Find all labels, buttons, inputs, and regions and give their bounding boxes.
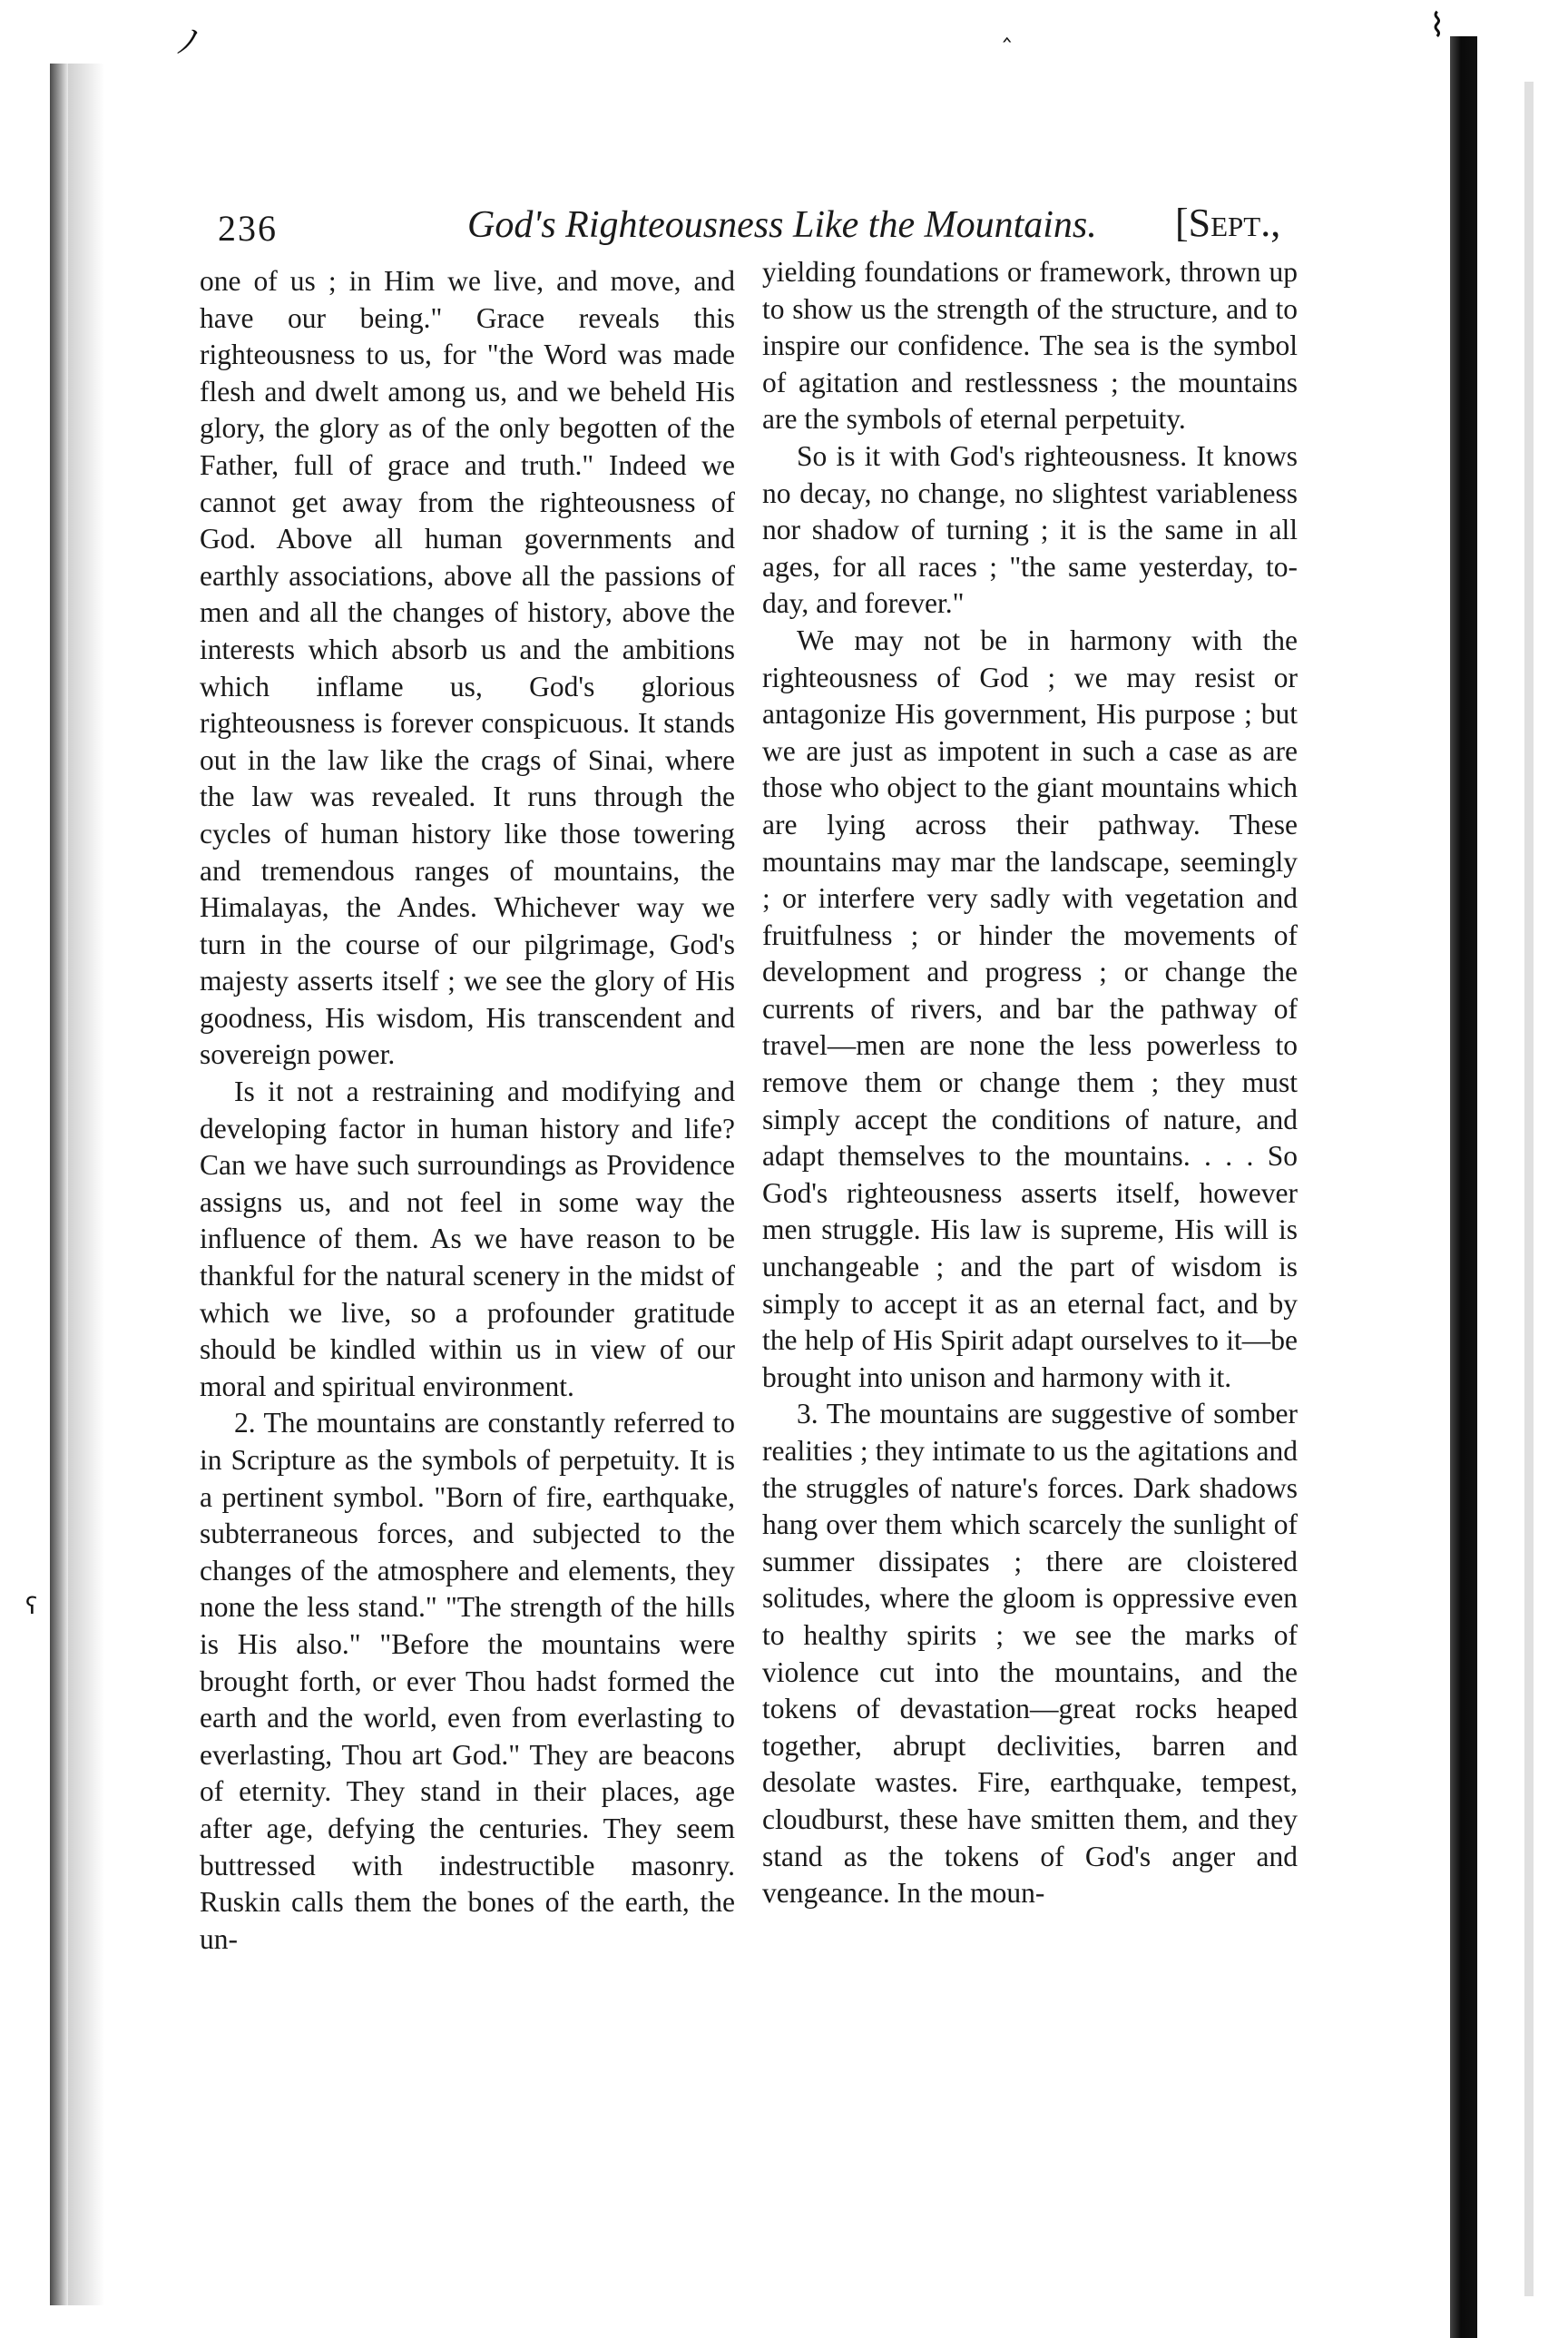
paragraph: So is it with God's righteousness. It knows no decay, no change, no slightest variableness nor shadow of turning ; it is the same in all ages, for all races ; "the same yesterday, to-day, and forever." — [762, 439, 1298, 620]
text-column-left — [200, 263, 735, 1958]
paragraph: Is it not a restraining and modifying and developing factor in human history and life? Can we have such surroundings as Providence assigns us, and not feel in some way the influence of them. As we have reason to be thankful for the natural scenery in the midst of which we live, so a profounder gratitude should be kindled within us in view of our moral and spiritual environment. — [200, 1076, 735, 1402]
scan-corner-mark-left: ノ — [172, 24, 206, 61]
scan-corner-mark-center: ‸ — [1003, 13, 1012, 43]
running-header — [218, 191, 1370, 249]
scan-page-gutter — [68, 64, 104, 2305]
paragraph: 3. The mountains are suggestive of somber realities ; they intimate to us the agitations and the struggles of nature's forces. Dark shadows hang over them which scarcely the sunlight of summer dissipates ; there are cloistered solitudes, where the gloom is oppressive even to healthy spirits ; we see the marks of violence cut into the mountains, and the tokens of devastation—great rocks heaped together, abrupt declivities, barren and desolate wastes. Fire, earthquake, tempest, cloudburst, these have smitten them, and they stand as the tokens of God's anger and vengeance. In the moun- — [762, 1398, 1298, 1910]
scan-facing-page-edge — [1450, 36, 1477, 2338]
text-column-right — [762, 254, 1298, 1912]
paragraph: 2. The mountains are constantly referred to in Scripture as the symbols of perpetuity. It is a pertinent symbol. "Born of fire, earthquake, subterraneous forces, and subjected to the changes of the atmosphere and elements, they none the less stand." "The strength of the hills is His also." "Before the mountains were brought forth, or ever Thou hadst formed the earth and the world, even from everlasting to everlasting, Thou art God." They are beacons of eternity. They stand in their places, age after age, defying the centuries. They seem buttressed with indestructible masonry. Ruskin calls them the bones of the earth, the un- — [200, 1407, 735, 1955]
running-title: God's Righteousness Like the Mountains. — [467, 204, 1097, 246]
scan-binding-shadow — [50, 64, 68, 2305]
book-page — [191, 182, 1361, 2296]
scan-corner-mark-right: ⌇ — [1429, 7, 1446, 44]
running-section: [Sept., — [1175, 201, 1281, 245]
paragraph: yielding foundations or framework, thrown up to show us the strength of the structure, and to inspire our confidence. The sea is the symbol of agitation and restlessness ; the mountains are the symbols of eternal perpetuity. — [762, 256, 1298, 436]
page-number: 236 — [218, 208, 278, 249]
paragraph: one of us ; in Him we live, and move, and have our being." Grace reveals this righteousness to us, for "the Word was made flesh and dwelt among us, and we beheld His glory, the glory as of the only begotten of the Father, full of grace and truth." Indeed we cannot get away from the righteousness of God. Above all human governments and earthly associations, above all the passions of men and all the changes of history, above the interests which absorb us and the ambitions which inflame us, God's glorious righteousness is forever conspicuous. It stands out in the law like the crags of Sinai, where the law was revealed. It runs through the cycles of human history like those towering and tremendous ranges of mountains, the Himalayas, the Andes. Whichever way we turn in the course of our pilgrimage, God's majesty asserts itself ; we see the glory of His goodness, His wisdom, His transcendent and sovereign power. — [200, 265, 735, 1071]
scan-speck-mark: ʕ — [25, 1593, 38, 1620]
paragraph: We may not be in harmony with the righteousness of God ; we may resist or antagonize His government, His purpose ; but we are just as impotent in such a case as are those who object to the giant mountains which are lying across their pathway. These mountains may mar the landscape, seemingly ; or interfere very sadly with vegetation and fruitfulness ; or hinder the movements of development and progress ; or change the currents of rivers, and bar the pathway of travel—men are none the less powerless to remove them or change them ; they must simply accept the conditions of nature, and adapt themselves to the mountains. . . . So God's righteousness asserts itself, however men struggle. His law is supreme, His will is unchangeable ; and the part of wisdom is simply to accept it as an eternal fact, and by the help of His Spirit adapt ourselves to it—be brought into unison and harmony with it. — [762, 624, 1298, 1393]
scan-right-margin-strip — [1524, 82, 1534, 2296]
